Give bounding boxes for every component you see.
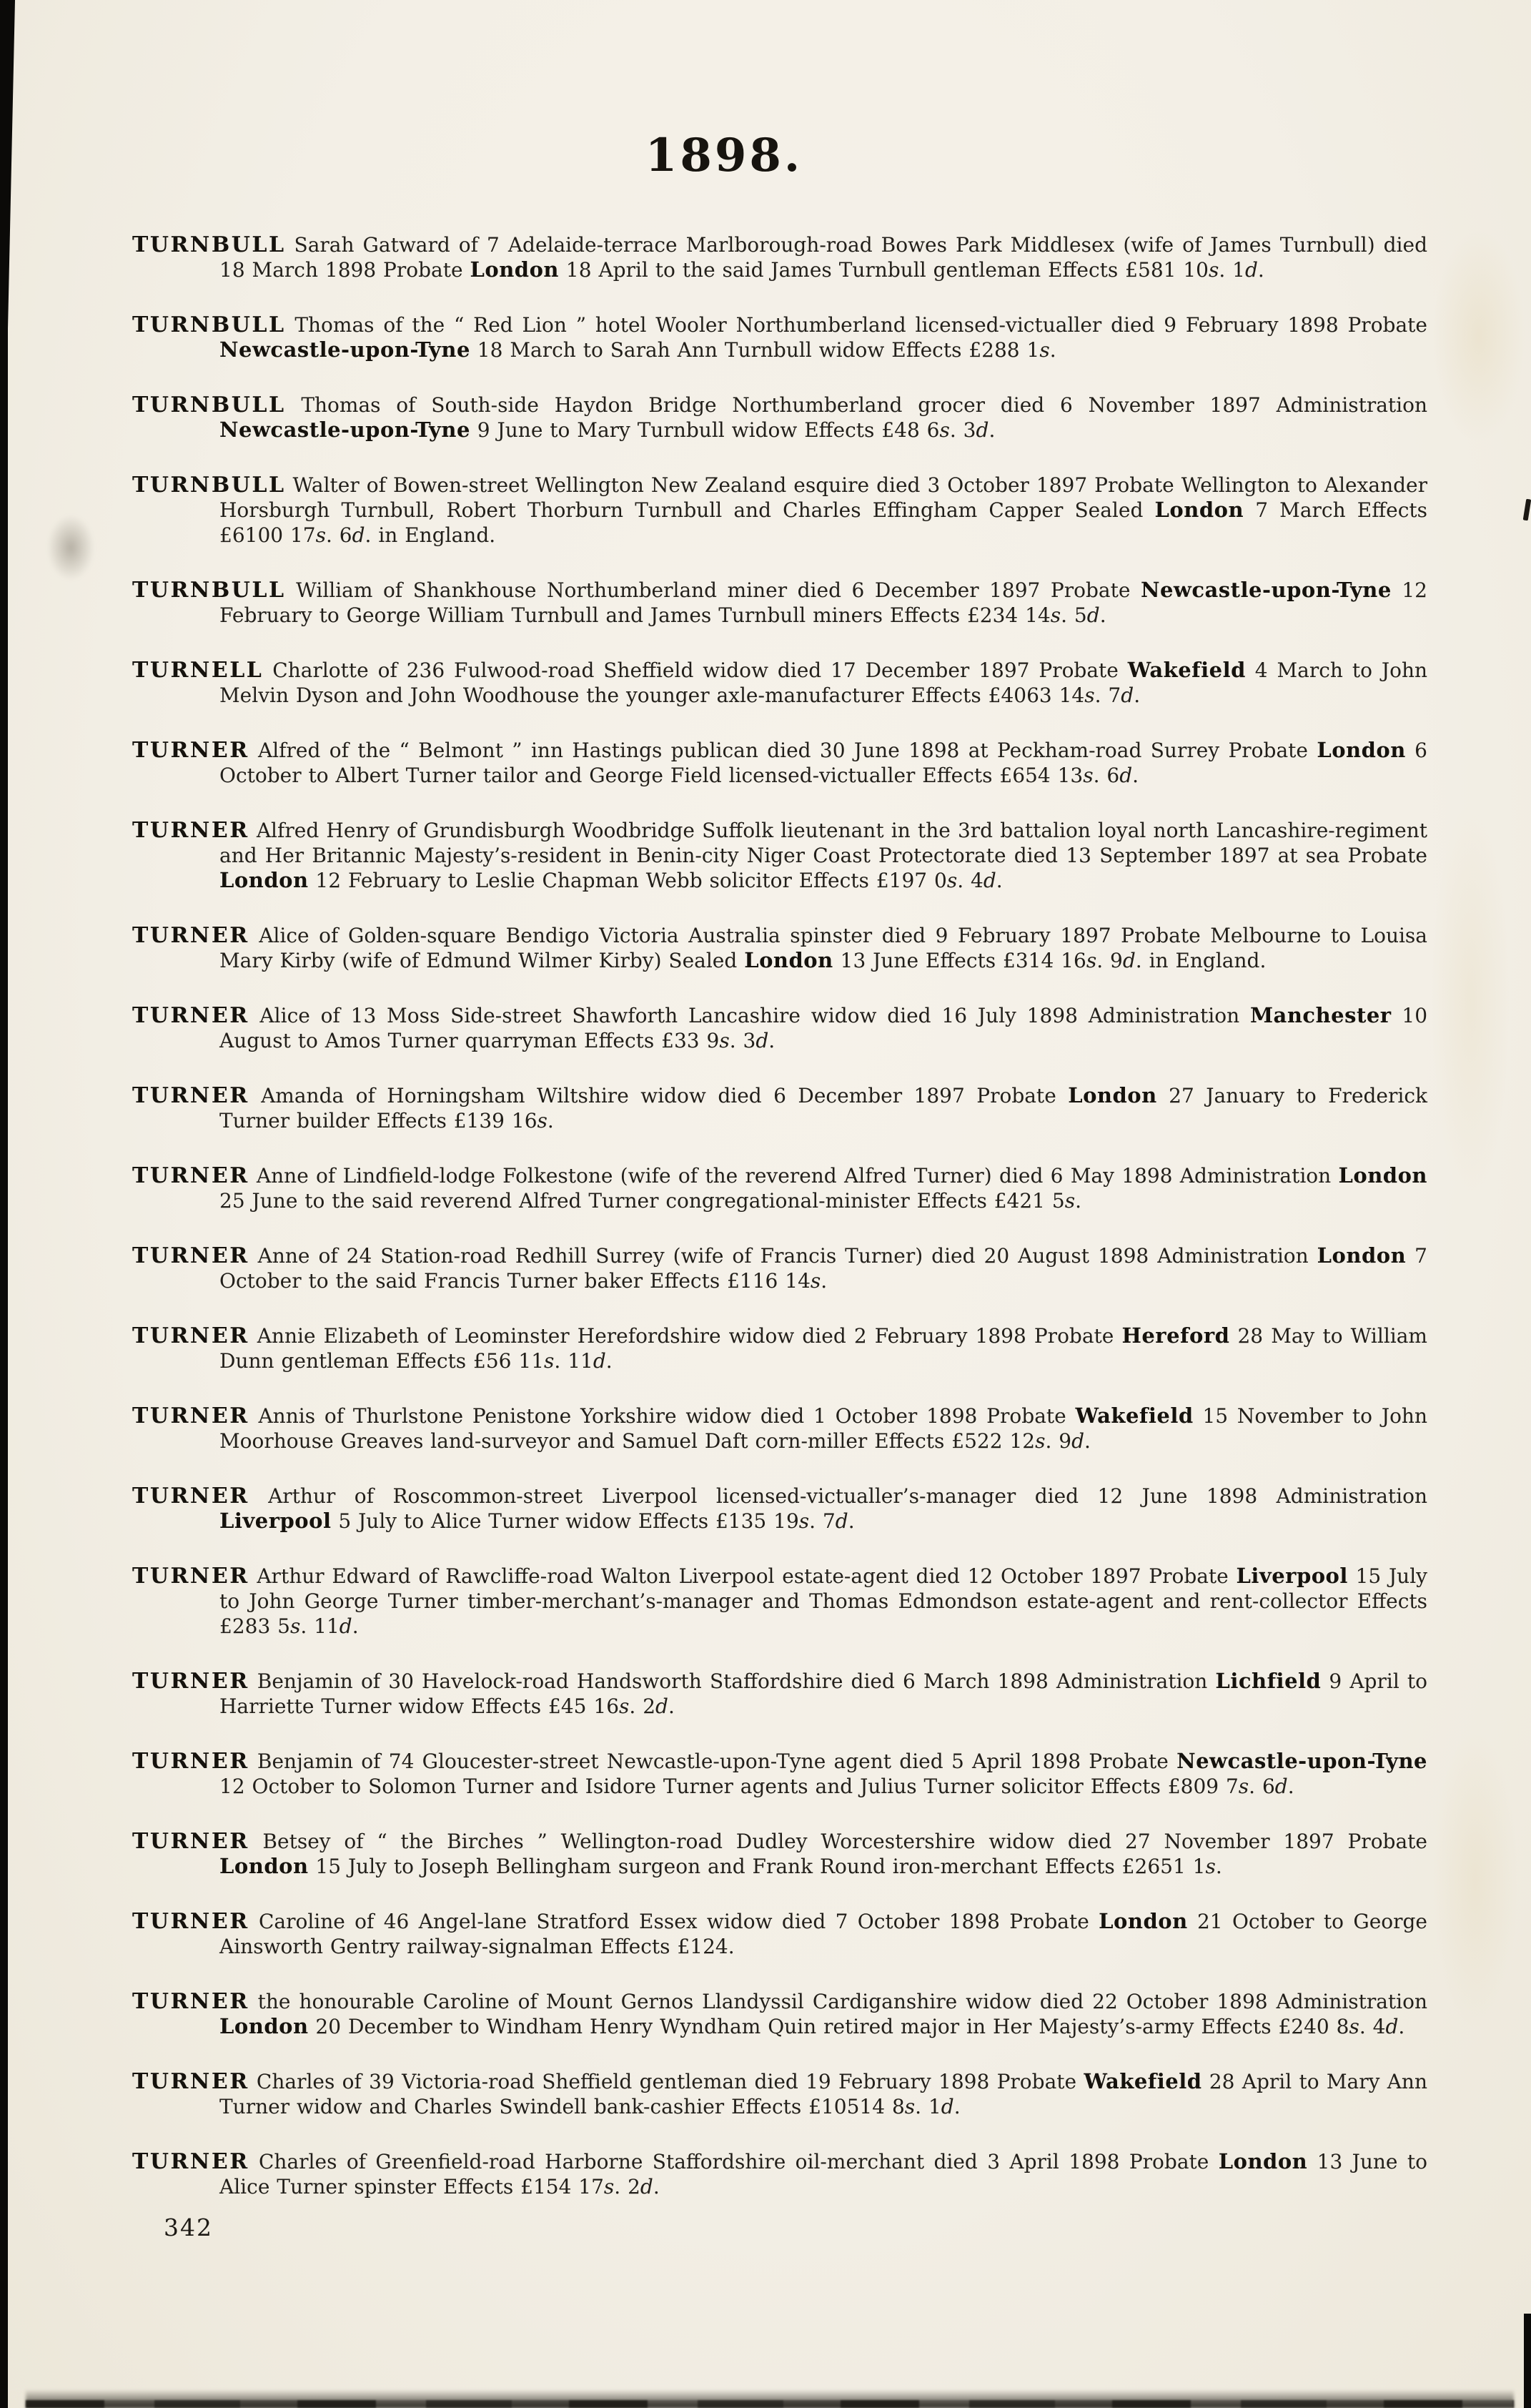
entry-registry-name: Liverpool: [219, 1509, 332, 1533]
probate-entry: [132, 2149, 1427, 2199]
entry-text-before: Betsey of “ the Birches ” Wellington-road Dudley Worcestershire widow died 27 November 1897 Probate: [249, 1830, 1427, 1853]
entry-surname: TURNER: [132, 1403, 249, 1428]
entry-text-before: William of Shankhouse Northumberland miner died 6 December 1897 Probate: [285, 578, 1141, 602]
probate-entry: [132, 393, 1427, 443]
entry-registry-name: Newcastle-upon-Tyne: [1176, 1749, 1427, 1773]
entry-text-after: 18 March to Sarah Ann Turnbull widow Effects £288 1s.: [470, 338, 1056, 362]
entry-text-after: 9 June to Mary Turnbull widow Effects £48 6s. 3d.: [470, 418, 996, 442]
entry-surname: TURNER: [132, 1243, 249, 1268]
paper-stain: [1432, 229, 1525, 443]
entry-registry-name: London: [1218, 2149, 1308, 2173]
entry-surname: TURNER: [132, 818, 249, 843]
entry-text-after: 27 January to Frederick Turner builder Effects £139 16s.: [219, 1084, 1427, 1133]
entry-registry-name: Manchester: [1249, 1003, 1392, 1027]
entry-registry-name: Lichfield: [1215, 1669, 1322, 1693]
entry-text-after: 13 June to Alice Turner spinster Effects £154 17s. 2d.: [219, 2150, 1427, 2199]
entry-text-after: 7 March Effects £6100 17s. 6d. in England.: [219, 498, 1427, 547]
entry-text-before: Alice of Golden-square Bendigo Victoria Australia spinster died 9 February 1897 Probate Melbourne to Louisa Mary Kirby (wife of Edmund Wilmer Kirby) Sealed: [219, 924, 1427, 972]
entry-registry-name: Newcastle-upon-Tyne: [219, 418, 470, 442]
probate-entry: [132, 738, 1427, 788]
entry-surname: TURNER: [132, 1323, 249, 1348]
page-content: [132, 0, 1427, 2241]
entry-registry-name: London: [1338, 1163, 1427, 1188]
entry-text-after: 20 December to Windham Henry Wyndham Quin retired major in Her Majesty’s-army Effects £240 8s. 4d.: [308, 2015, 1405, 2038]
entry-surname: TURNER: [132, 1003, 249, 1028]
paper-stain: [1432, 1730, 1518, 2030]
entry-surname: TURNER: [132, 1163, 249, 1188]
entry-surname: TURNER: [132, 2069, 249, 2094]
probate-entry: [132, 232, 1427, 282]
probate-entry: [132, 1163, 1427, 1213]
entry-text-after: 5 July to Alice Turner widow Effects £135 19s. 7d.: [331, 1509, 855, 1533]
entry-registry-name: London: [744, 948, 833, 972]
entry-surname: TURNER: [132, 738, 249, 763]
entry-text-after: 10 August to Amos Turner quarryman Effects £33 9s. 3d.: [219, 1004, 1428, 1052]
probate-entry: [132, 1243, 1427, 1293]
entry-registry-name: London: [470, 257, 560, 282]
scan-edge-bottom-core: [26, 2400, 1514, 2408]
entry-registry-name: Wakefield: [1127, 658, 1246, 682]
probate-entry: [132, 312, 1427, 362]
entry-registry-name: London: [1317, 738, 1406, 762]
entry-text-before: Annie Elizabeth of Leominster Herefordshire widow died 2 February 1898 Probate: [249, 1324, 1122, 1348]
probate-entry: [132, 1403, 1427, 1454]
entry-registry-name: Wakefield: [1075, 1403, 1194, 1428]
entry-surname: TURNBULL: [132, 473, 286, 498]
entry-surname: TURNBULL: [132, 312, 286, 337]
year-title: 1898.: [645, 129, 803, 182]
entry-registry-name: London: [1154, 498, 1244, 522]
entry-text-before: Alfred of the “ Belmont ” inn Hastings publican died 30 June 1898 at Peckham-road Surrey Probate: [249, 739, 1317, 762]
entry-registry-name: London: [1317, 1243, 1407, 1268]
entry-surname: TURNER: [132, 1989, 249, 2014]
entry-text-before: Charlotte of 236 Fulwood-road Sheffield widow died 17 December 1897 Probate: [263, 658, 1128, 682]
entry-surname: TURNER: [132, 1083, 249, 1108]
probate-entry: [132, 1669, 1427, 1719]
probate-entry: [132, 1003, 1427, 1053]
entry-text-after: 28 May to William Dunn gentleman Effects £56 11s. 11d.: [219, 1324, 1427, 1373]
entry-text-before: Charles of Greenfield-road Harborne Staffordshire oil-merchant died 3 April 1898 Probate: [249, 2150, 1219, 2173]
entry-surname: TURNER: [132, 1829, 249, 1854]
entry-surname: TURNELL: [132, 658, 264, 683]
probate-entry: [132, 1564, 1427, 1639]
entry-surname: TURNER: [132, 1484, 249, 1509]
probate-entry: [132, 473, 1427, 548]
paper-stain: [1431, 801, 1510, 1201]
entry-text-after: 7 October to the said Francis Turner baker Effects £116 14s.: [219, 1244, 1427, 1293]
probate-entry: [132, 1829, 1427, 1879]
entry-text-before: Thomas of South-side Haydon Bridge Northumberland grocer died 6 November 1897 Administration: [285, 393, 1427, 417]
probate-entry: [132, 1749, 1427, 1799]
entry-registry-name: London: [1068, 1083, 1157, 1107]
entry-text-after: 12 October to Solomon Turner and Isidore Turner agents and Julius Turner solicitor Effects £809 7s. 6d.: [219, 1775, 1294, 1798]
entry-text-after: 28 April to Mary Ann Turner widow and Charles Swindell bank-cashier Effects £10514 8s. 1d.: [219, 2070, 1427, 2118]
entry-text-before: Arthur of Roscommon-street Liverpool licensed-victualler’s-manager died 12 June 1898 Administration: [249, 1484, 1427, 1508]
page-number: 342: [164, 2214, 213, 2241]
scan-edge-left-top: [0, 0, 15, 400]
entry-text-before: Charles of 39 Victoria-road Sheffield gentleman died 19 February 1898 Probate: [249, 2070, 1084, 2093]
entry-surname: TURNBULL: [132, 232, 286, 257]
entry-text-after: 4 March to John Melvin Dyson and John Woodhouse the younger axle-manufacturer Effects £4063 14s. 7d.: [219, 658, 1428, 707]
scan-mark-right: [1523, 499, 1531, 521]
entry-registry-name: Hereford: [1121, 1323, 1230, 1348]
probate-entry: [132, 2069, 1427, 2119]
entry-text-after: 15 July to Joseph Bellingham surgeon and Frank Round iron-merchant Effects £2651 1s.: [308, 1855, 1222, 1878]
entry-surname: TURNER: [132, 1749, 249, 1774]
entries-list: [132, 232, 1427, 2199]
entry-text-before: Alfred Henry of Grundisburgh Woodbridge Suffolk lieutenant in the 3rd battalion loyal north Lancashire-regiment and Her Britannic Majesty’s-resident in Benin-city Niger Coast Protectorate died 13 September 1897 at sea Probate: [219, 819, 1427, 867]
entry-text-after: 13 June Effects £314 16s. 9d. in England.: [833, 949, 1267, 972]
entry-text-after: 12 February to Leslie Chapman Webb solicitor Effects £197 0s. 4d.: [308, 869, 1003, 892]
entry-surname: TURNER: [132, 923, 249, 948]
entry-registry-name: London: [219, 2014, 309, 2038]
entry-surname: TURNER: [132, 1669, 249, 1694]
entry-text-before: Annis of Thurlstone Penistone Yorkshire widow died 1 October 1898 Probate: [249, 1404, 1076, 1428]
entry-registry-name: London: [219, 1854, 309, 1878]
ink-smudge: [47, 515, 94, 581]
entry-registry-name: Liverpool: [1236, 1564, 1348, 1588]
entry-text-before: Amanda of Horningsham Wiltshire widow died 6 December 1897 Probate: [249, 1084, 1069, 1107]
probate-entry: [132, 1909, 1427, 1959]
probate-entry: [132, 923, 1427, 973]
probate-entry: [132, 1323, 1427, 1373]
entry-text-before: Alice of 13 Moss Side-street Shawforth Lancashire widow died 16 July 1898 Administration: [249, 1004, 1250, 1027]
entry-text-after: 25 June to the said reverend Alfred Turner congregational-minister Effects £421 5s.: [219, 1189, 1081, 1213]
entry-text-before: Thomas of the “ Red Lion ” hotel Wooler Northumberland licensed-victualler died 9 February 1898 Probate: [285, 313, 1427, 337]
entry-text-before: Anne of Lindfield-lodge Folkestone (wife of the reverend Alfred Turner) died 6 May 1898 Administration: [249, 1164, 1339, 1188]
entry-registry-name: London: [1099, 1909, 1188, 1933]
entry-registry-name: Newcastle-upon-Tyne: [219, 337, 470, 362]
scan-edge-right-bottom: [1524, 2314, 1531, 2408]
probate-entry: [132, 1989, 1427, 2039]
entry-text-after: 15 November to John Moorhouse Greaves land-surveyor and Samuel Daft corn-miller Effects £522 12s. 9d.: [219, 1404, 1427, 1453]
entry-text-before: Caroline of 46 Angel-lane Stratford Essex widow died 7 October 1898 Probate: [249, 1910, 1099, 1933]
entry-registry-name: London: [219, 868, 309, 892]
probate-entry: [132, 578, 1427, 628]
probate-entry: [132, 1083, 1427, 1133]
entry-text-after: 6 October to Albert Turner tailor and George Field licensed-victualler Effects £654 13s. 6d.: [219, 739, 1428, 787]
entry-text-before: Benjamin of 74 Gloucester-street Newcastle-upon-Tyne agent died 5 April 1898 Probate: [249, 1750, 1177, 1773]
entry-surname: TURNER: [132, 1564, 249, 1589]
entry-text-before: Sarah Gatward of 7 Adelaide-terrace Marlborough-road Bowes Park Middlesex (wife of James Turnbull) died 18 March 1898 Probate: [219, 233, 1427, 282]
entry-text-before: the honourable Caroline of Mount Gernos Llandyssil Cardiganshire widow died 22 October 1898 Administration: [249, 1990, 1427, 2013]
entry-surname: TURNER: [132, 2149, 249, 2174]
entry-text-after: 21 October to George Ainsworth Gentry railway-signalman Effects £124.: [219, 1910, 1428, 1958]
probate-entry: [132, 1484, 1427, 1534]
entry-registry-name: Wakefield: [1084, 2069, 1202, 2093]
probate-entry: [132, 658, 1427, 708]
entry-text-before: Benjamin of 30 Havelock-road Handsworth Staffordshire died 6 March 1898 Administration: [249, 1669, 1216, 1693]
entry-text-after: 12 February to George William Turnbull and James Turnbull miners Effects £234 14s. 5d.: [219, 578, 1427, 627]
entry-surname: TURNBULL: [132, 393, 286, 418]
entry-text-before: Anne of 24 Station-road Redhill Surrey (wife of Francis Turner) died 20 August 1898 Administration: [249, 1244, 1317, 1268]
entry-registry-name: Newcastle-upon-Tyne: [1140, 578, 1392, 602]
entry-surname: TURNER: [132, 1909, 249, 1934]
entry-text-after: 9 April to Harriette Turner widow Effects £45 16s. 2d.: [219, 1669, 1427, 1718]
entry-text-after: 18 April to the said James Turnbull gentleman Effects £581 10s. 1d.: [559, 258, 1264, 282]
entry-surname: TURNBULL: [132, 578, 286, 603]
entry-text-after: 15 July to John George Turner timber-merchant’s-manager and Thomas Edmondson estate-agent and rent-collector Effects £283 5s. 11d.: [219, 1564, 1427, 1638]
entry-text-before: Arthur Edward of Rawcliffe-road Walton Liverpool estate-agent died 12 October 1897 Probate: [249, 1564, 1237, 1588]
probate-entry: [132, 818, 1427, 893]
entry-text-before: Walter of Bowen-street Wellington New Zealand esquire died 3 October 1897 Probate Wellington to Alexander Horsburgh Turnbull, Robert Thorburn Turnbull and Charles Effingham Capper Sealed: [219, 473, 1427, 522]
